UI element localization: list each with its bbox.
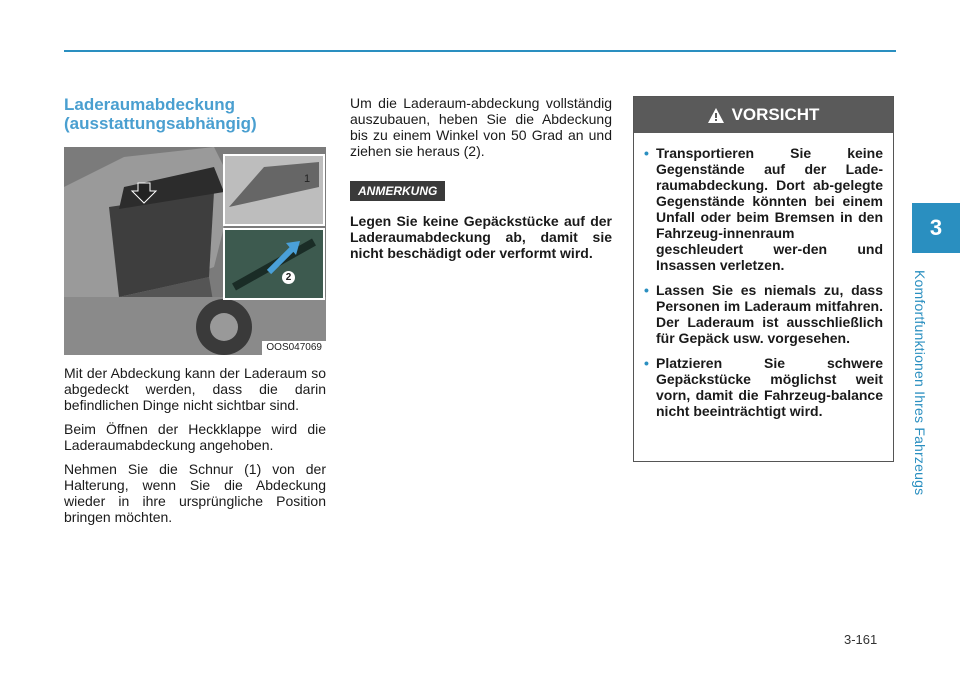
- caution-item-text: Lassen Sie es niemals zu, dass Personen im Laderaum mitfahren. Der Laderaum ist ausschließlich für Gepäck usw. vorgesehen.: [656, 282, 883, 346]
- caution-header: [634, 97, 893, 133]
- heading-line-2: (ausstattungsabhängig): [64, 114, 257, 133]
- section-heading: [64, 95, 326, 133]
- caution-item-text: Transportieren Sie keine Gegenstände auf der Lade-raumabdeckung. Dort ab-gelegte Gegenstände könnten bei einem Unfall oder beim Bremsen in den Fahrzeug-innenraum geschleudert wer-den und Insassen verletzen.: [656, 145, 883, 273]
- caution-title: VORSICHT: [731, 105, 820, 124]
- bullet-icon: •: [644, 282, 649, 298]
- bullet-icon: •: [644, 355, 649, 371]
- caution-item: [644, 282, 883, 346]
- paragraph-1: Mit der Abdeckung kann der Laderaum so abgedeckt werden, dass die darin befindlichen Dinge nicht sichtbar sind.: [64, 365, 326, 413]
- middle-column: [350, 95, 612, 269]
- callout-1: 1: [304, 173, 311, 185]
- callout-2-label: 2: [285, 272, 292, 283]
- note-text: Legen Sie keine Gepäckstücke auf der Laderaumabdeckung ab, damit sie nicht beschädigt oder verformt wird.: [350, 213, 612, 261]
- header-rule: [64, 50, 896, 52]
- caution-item-text: Platzieren Sie schwere Gepäckstücke möglichst weit vorn, damit die Fahrzeug-balance nicht beeinträchtigt wird.: [656, 355, 883, 419]
- caution-item: [644, 145, 883, 273]
- bullet-icon: •: [644, 145, 649, 161]
- note-badge: ANMERKUNG: [350, 181, 445, 201]
- paragraph-3: Nehmen Sie die Schnur (1) von der Halterung, wenn Sie die Abdeckung wieder in ihre ursprüngliche Position bringen möchten.: [64, 461, 326, 525]
- left-column: [64, 95, 326, 533]
- cargo-cover-figure: [64, 147, 326, 355]
- caution-box: [633, 96, 894, 462]
- callout-2: [282, 271, 295, 284]
- paragraph-2: Beim Öffnen der Heckklappe wird die Laderaumabdeckung angehoben.: [64, 421, 326, 453]
- section-number: 3: [929, 215, 943, 240]
- cargo-area-illustration: [64, 147, 326, 355]
- warning-triangle-icon: [708, 108, 724, 123]
- heading-line-1: Laderaumabdeckung: [64, 95, 235, 114]
- chapter-side-title: Komfortfunktionen Ihres Fahrzeugs: [912, 270, 928, 496]
- figure-caption: OOS047069: [262, 341, 326, 355]
- section-tab: [912, 203, 960, 253]
- caution-item: [644, 355, 883, 419]
- page-number: 3-161: [844, 632, 878, 647]
- caution-list: [634, 133, 893, 419]
- removal-paragraph: Um die Laderaum-abdeckung vollständig auszubauen, heben Sie die Abdeckung bis zu einem Winkel von 50 Grad an und ziehen sie heraus (2).: [350, 95, 612, 159]
